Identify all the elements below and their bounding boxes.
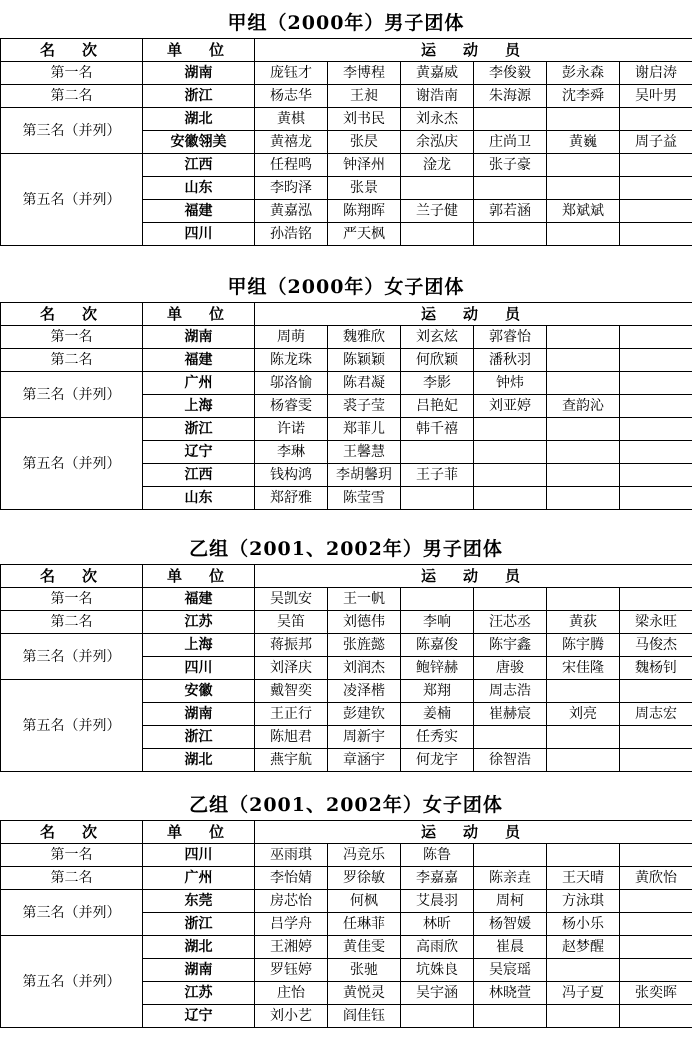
athlete-cell (620, 223, 692, 246)
athlete-cell (620, 326, 692, 349)
athlete-cell (474, 418, 547, 441)
table-row (1, 154, 692, 177)
athlete-cell: 燕宇航 (255, 749, 328, 772)
athlete-cell: 钟炜 (474, 372, 547, 395)
athlete-cell: 刘亚婷 (474, 395, 547, 418)
athlete-cell (620, 959, 692, 982)
athlete-cell: 淦龙 (401, 154, 474, 177)
athlete-cell: 沈李舜 (547, 85, 620, 108)
athlete-cell: 许诺 (255, 418, 328, 441)
athlete-cell (620, 913, 692, 936)
athlete-cell (547, 749, 620, 772)
athlete-cell (474, 108, 547, 131)
athlete-cell (474, 441, 547, 464)
athlete-cell: 吴凯安 (255, 588, 328, 611)
table-row (1, 418, 692, 441)
header-unit: 单 位 (143, 821, 255, 844)
athlete-cell (620, 680, 692, 703)
header-unit: 单 位 (143, 303, 255, 326)
section-title: 甲组（2000年）男子团体 (227, 12, 465, 34)
athlete-cell: 余泓庆 (401, 131, 474, 154)
athlete-cell: 陈亲垚 (474, 867, 547, 890)
athlete-cell: 杨小乐 (547, 913, 620, 936)
athlete-cell: 裘子莹 (328, 395, 401, 418)
athlete-cell (474, 487, 547, 510)
unit-cell: 安徽 (143, 680, 255, 703)
athlete-cell: 吴宇涵 (401, 982, 474, 1005)
athlete-cell: 鲍锌赫 (401, 657, 474, 680)
athlete-cell: 阎佳钰 (328, 1005, 401, 1028)
athlete-cell: 何欣颖 (401, 349, 474, 372)
athlete-cell (547, 326, 620, 349)
athlete-cell (620, 936, 692, 959)
athlete-cell: 王一帆 (328, 588, 401, 611)
athlete-cell: 吕学舟 (255, 913, 328, 936)
unit-cell: 江苏 (143, 982, 255, 1005)
unit-cell: 浙江 (143, 85, 255, 108)
athlete-cell: 刘永杰 (401, 108, 474, 131)
unit-cell: 上海 (143, 634, 255, 657)
rank-cell: 第一名 (1, 326, 143, 349)
athlete-cell (547, 349, 620, 372)
athlete-cell (620, 177, 692, 200)
unit-cell: 湖南 (143, 703, 255, 726)
athlete-cell: 汪芯丞 (474, 611, 547, 634)
athlete-cell: 钟泽州 (328, 154, 401, 177)
unit-cell: 四川 (143, 844, 255, 867)
athlete-cell: 任程鸣 (255, 154, 328, 177)
athlete-cell (474, 726, 547, 749)
athlete-cell: 张驰 (328, 959, 401, 982)
athlete-cell: 任秀实 (401, 726, 474, 749)
athlete-cell (547, 680, 620, 703)
athlete-cell: 郭睿怡 (474, 326, 547, 349)
athlete-cell: 黄佳雯 (328, 936, 401, 959)
athlete-cell: 黄悦灵 (328, 982, 401, 1005)
athlete-cell (547, 959, 620, 982)
table-row (1, 867, 692, 890)
rank-cell: 第五名（并列） (1, 936, 143, 1028)
athlete-cell: 黄禧龙 (255, 131, 328, 154)
athlete-cell (474, 844, 547, 867)
rank-cell: 第二名 (1, 85, 143, 108)
athlete-cell: 庄尚卫 (474, 131, 547, 154)
table-row (1, 634, 692, 657)
rank-cell: 第三名（并列） (1, 372, 143, 418)
athlete-cell: 周萌 (255, 326, 328, 349)
athlete-cell (620, 372, 692, 395)
unit-cell: 浙江 (143, 418, 255, 441)
athlete-cell: 冯子夏 (547, 982, 620, 1005)
athlete-cell: 李琳 (255, 441, 328, 464)
athlete-cell: 黄嘉泓 (255, 200, 328, 223)
athlete-cell: 严天枫 (328, 223, 401, 246)
rank-cell: 第三名（并列） (1, 634, 143, 680)
section-title: 甲组（2000年）女子团体 (227, 276, 465, 298)
athlete-cell: 庞钰才 (255, 62, 328, 85)
unit-cell: 四川 (143, 657, 255, 680)
table-row (1, 890, 692, 913)
athlete-cell: 周志浩 (474, 680, 547, 703)
athlete-cell: 黄巍 (547, 131, 620, 154)
athlete-cell: 陈莹雪 (328, 487, 401, 510)
athlete-cell: 林晓萱 (474, 982, 547, 1005)
unit-cell: 湖北 (143, 936, 255, 959)
athlete-cell: 章涵宇 (328, 749, 401, 772)
athlete-cell: 郑翔 (401, 680, 474, 703)
athlete-cell: 王昶 (328, 85, 401, 108)
results-section (0, 272, 692, 510)
table-row (1, 108, 692, 131)
athlete-cell (547, 223, 620, 246)
unit-cell: 安徽翎美 (143, 131, 255, 154)
athlete-cell: 周柯 (474, 890, 547, 913)
athlete-cell: 杨睿雯 (255, 395, 328, 418)
athlete-cell: 坑姝良 (401, 959, 474, 982)
rank-cell: 第五名（并列） (1, 154, 143, 246)
athlete-cell (547, 418, 620, 441)
athlete-cell: 陈颖颖 (328, 349, 401, 372)
header-athletes: 运 动 员 (255, 39, 692, 62)
athlete-cell: 李影 (401, 372, 474, 395)
athlete-cell (401, 223, 474, 246)
athlete-cell (401, 177, 474, 200)
athlete-cell (547, 372, 620, 395)
unit-cell: 辽宁 (143, 1005, 255, 1028)
rank-cell: 第二名 (1, 867, 143, 890)
results-table (0, 302, 692, 510)
section-title: 乙组（2001、2002年）女子团体 (189, 794, 503, 816)
athlete-cell (547, 177, 620, 200)
athlete-cell (474, 1005, 547, 1028)
unit-cell: 湖南 (143, 326, 255, 349)
header-unit: 单 位 (143, 565, 255, 588)
athlete-cell (401, 487, 474, 510)
athlete-cell: 凌泽楷 (328, 680, 401, 703)
athlete-cell (620, 749, 692, 772)
table-row (1, 588, 692, 611)
athlete-cell: 刘德伟 (328, 611, 401, 634)
athlete-cell (401, 441, 474, 464)
athlete-cell: 黄棋 (255, 108, 328, 131)
athlete-cell: 刘玄炫 (401, 326, 474, 349)
athlete-cell: 艾晨羽 (401, 890, 474, 913)
header-rank: 名 次 (1, 39, 143, 62)
unit-cell: 山东 (143, 487, 255, 510)
unit-cell: 广州 (143, 372, 255, 395)
athlete-cell (474, 223, 547, 246)
athlete-cell: 黄荻 (547, 611, 620, 634)
unit-cell: 辽宁 (143, 441, 255, 464)
athlete-cell: 罗钰婷 (255, 959, 328, 982)
athlete-cell: 李昀泽 (255, 177, 328, 200)
athlete-cell: 谢浩南 (401, 85, 474, 108)
athlete-cell: 张景 (328, 177, 401, 200)
athlete-cell (547, 588, 620, 611)
athlete-cell: 张子豪 (474, 154, 547, 177)
athlete-cell: 郑菲儿 (328, 418, 401, 441)
table-row (1, 85, 692, 108)
athlete-cell (401, 1005, 474, 1028)
unit-cell: 上海 (143, 395, 255, 418)
athlete-cell: 魏雅欣 (328, 326, 401, 349)
table-row (1, 349, 692, 372)
athlete-cell: 彭永森 (547, 62, 620, 85)
athlete-cell: 钱构鸿 (255, 464, 328, 487)
header-row (1, 39, 692, 62)
athlete-cell (620, 890, 692, 913)
athlete-cell: 吴宸瑶 (474, 959, 547, 982)
unit-cell: 山东 (143, 177, 255, 200)
athlete-cell: 刘小艺 (255, 1005, 328, 1028)
athlete-cell: 姜楠 (401, 703, 474, 726)
athlete-cell: 杨志华 (255, 85, 328, 108)
table-row (1, 372, 692, 395)
athlete-cell: 黄嘉威 (401, 62, 474, 85)
unit-cell: 湖南 (143, 959, 255, 982)
header-athletes: 运 动 员 (255, 565, 692, 588)
table-row (1, 62, 692, 85)
athlete-cell: 李响 (401, 611, 474, 634)
athlete-cell: 吴叶男 (620, 85, 692, 108)
unit-cell: 江西 (143, 154, 255, 177)
athlete-cell: 陈嘉俊 (401, 634, 474, 657)
athlete-cell: 王天晴 (547, 867, 620, 890)
results-table (0, 38, 692, 246)
athlete-cell (474, 177, 547, 200)
athlete-cell: 陈翔晖 (328, 200, 401, 223)
header-rank: 名 次 (1, 821, 143, 844)
table-row (1, 680, 692, 703)
unit-cell: 湖南 (143, 62, 255, 85)
athlete-cell: 刘润杰 (328, 657, 401, 680)
athlete-cell: 方泳琪 (547, 890, 620, 913)
rank-cell: 第一名 (1, 844, 143, 867)
athlete-cell (620, 441, 692, 464)
athlete-cell: 房芯怡 (255, 890, 328, 913)
athlete-cell (547, 154, 620, 177)
athlete-cell (620, 418, 692, 441)
results-section (0, 8, 692, 246)
athlete-cell: 李怡婧 (255, 867, 328, 890)
results-section (0, 790, 692, 1028)
unit-cell: 浙江 (143, 913, 255, 936)
section-title: 乙组（2001、2002年）男子团体 (189, 538, 503, 560)
athlete-cell: 谢启涛 (620, 62, 692, 85)
athlete-cell: 任琳菲 (328, 913, 401, 936)
athlete-cell (620, 108, 692, 131)
athlete-cell (620, 844, 692, 867)
athlete-cell (620, 395, 692, 418)
athlete-cell: 陈龙珠 (255, 349, 328, 372)
table-row (1, 326, 692, 349)
athlete-cell: 王子菲 (401, 464, 474, 487)
athlete-cell: 刘书民 (328, 108, 401, 131)
athlete-cell: 陈宇鑫 (474, 634, 547, 657)
athlete-cell: 唐骏 (474, 657, 547, 680)
athlete-cell (547, 1005, 620, 1028)
athlete-cell: 魏杨钊 (620, 657, 692, 680)
athlete-cell: 彭建钦 (328, 703, 401, 726)
athlete-cell: 李俊毅 (474, 62, 547, 85)
athlete-cell: 何枫 (328, 890, 401, 913)
athlete-cell: 崔晨 (474, 936, 547, 959)
athlete-cell: 查韵沁 (547, 395, 620, 418)
athlete-cell (620, 588, 692, 611)
athlete-cell: 周志宏 (620, 703, 692, 726)
athlete-cell: 黄欣怡 (620, 867, 692, 890)
unit-cell: 四川 (143, 223, 255, 246)
rank-cell: 第五名（并列） (1, 418, 143, 510)
athlete-cell (474, 464, 547, 487)
rank-cell: 第三名（并列） (1, 108, 143, 154)
table-row (1, 844, 692, 867)
athlete-cell (547, 844, 620, 867)
athlete-cell: 兰子健 (401, 200, 474, 223)
results-table (0, 564, 692, 772)
athlete-cell: 朱海源 (474, 85, 547, 108)
header-rank: 名 次 (1, 303, 143, 326)
athlete-cell (620, 1005, 692, 1028)
athlete-cell: 杨智媛 (474, 913, 547, 936)
results-table (0, 820, 692, 1028)
athlete-cell: 刘泽庆 (255, 657, 328, 680)
unit-cell: 福建 (143, 588, 255, 611)
rank-cell: 第五名（并列） (1, 680, 143, 772)
athlete-cell: 张昃 (328, 131, 401, 154)
athlete-cell (620, 154, 692, 177)
header-row (1, 821, 692, 844)
unit-cell: 湖北 (143, 108, 255, 131)
athlete-cell: 韩千禧 (401, 418, 474, 441)
athlete-cell (620, 726, 692, 749)
athlete-cell: 陈旭君 (255, 726, 328, 749)
athlete-cell: 巫雨琪 (255, 844, 328, 867)
athlete-cell: 周子益 (620, 131, 692, 154)
athlete-cell: 郭若涵 (474, 200, 547, 223)
rank-cell: 第一名 (1, 62, 143, 85)
athlete-cell: 张旌懿 (328, 634, 401, 657)
athlete-cell: 潘秋羽 (474, 349, 547, 372)
rank-cell: 第二名 (1, 611, 143, 634)
athlete-cell: 陈宇腾 (547, 634, 620, 657)
table-row (1, 611, 692, 634)
athlete-cell: 李胡馨玥 (328, 464, 401, 487)
athlete-cell: 梁永旺 (620, 611, 692, 634)
athlete-cell: 吴笛 (255, 611, 328, 634)
athlete-cell: 王湘婷 (255, 936, 328, 959)
header-athletes: 运 动 员 (255, 821, 692, 844)
unit-cell: 江苏 (143, 611, 255, 634)
athlete-cell: 何龙宇 (401, 749, 474, 772)
rank-cell: 第一名 (1, 588, 143, 611)
athlete-cell: 吕艳妃 (401, 395, 474, 418)
athlete-cell: 冯竞乐 (328, 844, 401, 867)
header-row (1, 565, 692, 588)
unit-cell: 江西 (143, 464, 255, 487)
athlete-cell (547, 726, 620, 749)
athlete-cell (620, 200, 692, 223)
athlete-cell: 王正行 (255, 703, 328, 726)
athlete-cell (620, 464, 692, 487)
unit-cell: 福建 (143, 349, 255, 372)
athlete-cell: 王馨慧 (328, 441, 401, 464)
athlete-cell: 陈君凝 (328, 372, 401, 395)
athlete-cell: 庄怡 (255, 982, 328, 1005)
unit-cell: 广州 (143, 867, 255, 890)
athlete-cell (401, 588, 474, 611)
athlete-cell: 张奕晖 (620, 982, 692, 1005)
athlete-cell: 林昕 (401, 913, 474, 936)
athlete-cell (547, 487, 620, 510)
athlete-cell: 罗徐敏 (328, 867, 401, 890)
athlete-cell: 李博程 (328, 62, 401, 85)
header-row (1, 303, 692, 326)
header-unit: 单 位 (143, 39, 255, 62)
athlete-cell: 李嘉嘉 (401, 867, 474, 890)
header-athletes: 运 动 员 (255, 303, 692, 326)
athlete-cell (620, 349, 692, 372)
results-section (0, 534, 692, 772)
athlete-cell (474, 588, 547, 611)
unit-cell: 浙江 (143, 726, 255, 749)
athlete-cell: 周新宇 (328, 726, 401, 749)
athlete-cell: 戴智奕 (255, 680, 328, 703)
athlete-cell: 郑舒雅 (255, 487, 328, 510)
rank-cell: 第三名（并列） (1, 890, 143, 936)
athlete-cell: 宋佳隆 (547, 657, 620, 680)
unit-cell: 福建 (143, 200, 255, 223)
athlete-cell: 徐智浩 (474, 749, 547, 772)
athlete-cell: 马俊杰 (620, 634, 692, 657)
athlete-cell (620, 487, 692, 510)
athlete-cell: 高雨欣 (401, 936, 474, 959)
athlete-cell: 陈鲁 (401, 844, 474, 867)
athlete-cell (547, 108, 620, 131)
athlete-cell: 赵梦醒 (547, 936, 620, 959)
athlete-cell (547, 441, 620, 464)
rank-cell: 第二名 (1, 349, 143, 372)
table-row (1, 936, 692, 959)
athlete-cell: 孙浩铭 (255, 223, 328, 246)
athlete-cell: 刘亮 (547, 703, 620, 726)
athlete-cell (547, 464, 620, 487)
unit-cell: 东莞 (143, 890, 255, 913)
athlete-cell: 郑斌斌 (547, 200, 620, 223)
header-rank: 名 次 (1, 565, 143, 588)
athlete-cell: 蒋振邦 (255, 634, 328, 657)
athlete-cell: 邬洛愉 (255, 372, 328, 395)
unit-cell: 湖北 (143, 749, 255, 772)
athlete-cell: 崔赫宸 (474, 703, 547, 726)
